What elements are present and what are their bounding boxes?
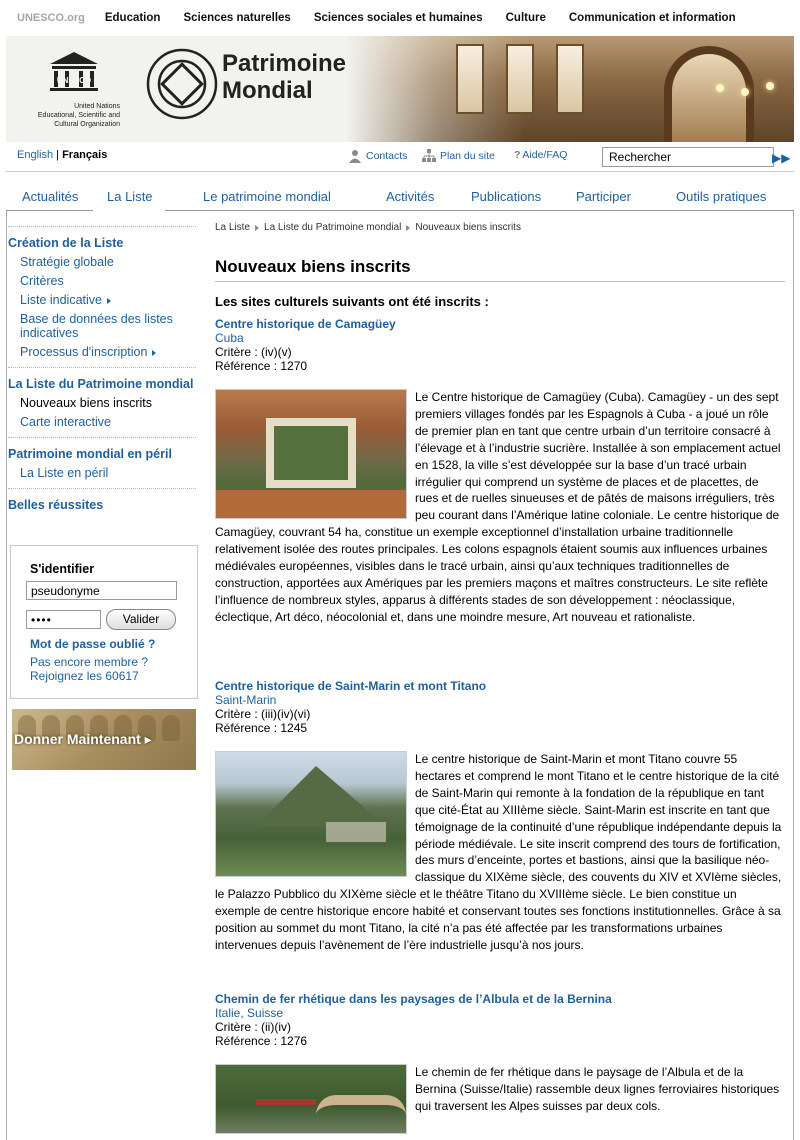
login-submit-button[interactable]: Valider [106, 609, 176, 630]
chemin-de-fer-photo [215, 1064, 407, 1134]
site-country-link[interactable]: Italie, Suisse [215, 1006, 284, 1020]
contacts-link[interactable]: Contacts [348, 149, 407, 163]
unesco-temple-icon [48, 50, 100, 94]
sidebar-item-strategie[interactable]: Stratégie globale [20, 255, 114, 269]
help-icon: ? [514, 149, 521, 161]
site-country-link[interactable]: Cuba [215, 331, 244, 345]
sidebar-heading-belles-reussites[interactable]: Belles réussites [8, 498, 104, 512]
lang-francais: Français [62, 149, 108, 161]
site-description: Le Centre historique de Camagüey (Cuba). Camagüey - un des sept premiers villages fondés par les Espagnols à Cuba - a joué un rôle de premier plan en tant que centre urbain d’un territoire consacré à l’élevage et à l’industrie sucrière. Installée à son emplacement actuel en 1528, la ville s’est développée sur la base d’un tracé urbain irrégulier qui comprend un système de places et de placettes, de rues et de ruelles sinueuses et de pâtés de maisons irréguliers, très peu courant dans l’Amérique latine coloniale. Le centre historique de Camagüey, couvrant 54 ha, constitue un exemple exceptionnel d’installation urbaine traditionnelle relativement isolée des routes principales. Les colons espagnols étaient soumis aux influences urbaines médiévales européennes, visibles dans le tracé urbain, ainsi qu’aux techniques traditionnelles de construction, apportées aux Amériques par les premiers maçons et maîtres constructeurs. Le site reflète l’influence de nombreux styles, apparus à différents stades de son développement : néoclassique, éclectique, Art déco, néocolonial et, dans une moindre mesure, Art nouveau et rationaliste. [215, 390, 781, 624]
join-link[interactable]: Pas encore membre ? Rejoignez les 60617 [30, 655, 149, 683]
tab-activites[interactable]: Activités [386, 189, 435, 204]
search-go-icon[interactable]: ▶▶ [772, 151, 791, 165]
site-entry-saint-marin [215, 679, 785, 954]
camaguey-photo [215, 389, 407, 519]
expand-arrow-icon [152, 350, 156, 356]
unesco-org-link[interactable]: UNESCO.org [17, 12, 85, 24]
site-reference: Référence : 1276 [215, 1034, 308, 1048]
banner-photo [346, 36, 794, 142]
main-content [215, 222, 785, 1113]
site-criteria: Critère : (iii)(iv)(vi) [215, 707, 311, 721]
topnav-item-sciences-naturelles[interactable]: Sciences naturelles [183, 12, 291, 24]
breadcrumb-la-liste[interactable]: La Liste [215, 222, 251, 233]
topnav-item-sciences-sociales[interactable]: Sciences sociales et humaines [313, 12, 483, 24]
donate-button[interactable] [12, 709, 196, 770]
sidebar [8, 226, 196, 512]
site-reference: Référence : 1245 [215, 721, 308, 735]
tab-outils-pratiques[interactable]: Outils pratiques [676, 189, 767, 204]
sidebar-heading-peril[interactable]: Patrimoine mondial en péril [8, 447, 172, 461]
breadcrumb-current: Nouveaux biens inscrits [415, 222, 521, 233]
site-description: Le centre historique de Saint-Marin et mont Titano couvre 55 hectares et comprend le mont Titano et le centre historique de la cité de Saint-Marin qui remonte à la fondation de la république en tant que cité-État au XIIIème siècle. Saint-Marin est inscrite en tant que témoignage de la continuité d’une république indépendante depuis la période médiévale. Le site inscrit comprend des tours de fortification, des murs d’enceinte, portes et bastions, ainsi que la basilique néo-classique du XIXème siècle, des couvents du XIV et XVIème siècles, le Palazzo Pubblico du XIXème siècle et le théâtre Titano du XVIIIème siècle. Le bien constitue un exemple de centre historique encore habité et conservant toutes ses fonctions institutionnelles. Grâce à sa position au sommet du mont Titano, la cité n’a pas été affectée par les transformations urbaines intervenues depuis l’avènement de l’ère industrielle jusqu’à nos jours. [215, 752, 782, 952]
top-navigation [0, 0, 800, 36]
sitemap-link[interactable]: Plan du site [422, 149, 495, 163]
topnav-item-education[interactable]: Education [104, 12, 161, 24]
sidebar-item-liste-peril[interactable]: La Liste en péril [20, 466, 109, 480]
site-criteria: Critère : (ii)(iv) [215, 1020, 291, 1034]
tab-publications[interactable]: Publications [471, 189, 542, 204]
page-title: Nouveaux biens inscrits [215, 257, 785, 282]
sidebar-item-criteres[interactable]: Critères [20, 274, 64, 288]
login-box [10, 545, 198, 699]
topnav-item-communication[interactable]: Communication et information [568, 12, 736, 24]
sitemap-icon [422, 149, 436, 163]
sidebar-item-liste-indicative[interactable]: Liste indicative [8, 293, 196, 307]
site-name-link[interactable]: Chemin de fer rhétique dans les paysages de l’Albula et de la Bernina [215, 992, 612, 1006]
site-entry-camaguey [215, 317, 785, 626]
utility-bar [6, 142, 794, 172]
tab-participer[interactable]: Participer [576, 189, 631, 204]
search-input[interactable]: Rechercher [602, 147, 774, 167]
language-switcher [17, 149, 107, 161]
tab-la-liste[interactable]: La Liste [107, 189, 153, 204]
unesco-logo[interactable] [6, 36, 126, 142]
world-heritage-emblem-icon[interactable] [146, 48, 218, 120]
site-entry-chemin-de-fer [215, 992, 785, 1138]
topnav-item-culture[interactable]: Culture [505, 12, 546, 24]
donate-label: Donner Maintenant ▸ [14, 731, 152, 747]
svg-text:UNESCO: UNESCO [56, 76, 92, 85]
sidebar-item-base-donnees[interactable]: Base de données des listes indicatives [20, 312, 173, 340]
sidebar-heading-creation[interactable]: Création de la Liste [8, 236, 124, 250]
unesco-org-name: United Nations Educational, Scientific and Cultural Organization [37, 103, 120, 128]
expand-arrow-icon [107, 298, 111, 304]
password-input[interactable]: •••• [26, 610, 101, 629]
site-reference: Référence : 1270 [215, 359, 308, 373]
sidebar-item-nouveaux-biens[interactable]: Nouveaux biens inscrits [20, 396, 153, 410]
breadcrumb [215, 222, 785, 233]
site-name-link[interactable]: Centre historique de Saint-Marin et mont Titano [215, 679, 487, 693]
breadcrumb-liste-patrimoine[interactable]: La Liste du Patrimoine mondial [264, 222, 402, 233]
main-tabs [6, 183, 794, 211]
help-faq-link[interactable]: ? Aide/FAQ [514, 149, 568, 161]
site-banner [6, 36, 794, 142]
sidebar-item-processus[interactable]: Processus d'inscription [8, 345, 196, 359]
breadcrumb-separator-icon [255, 225, 259, 231]
tab-patrimoine-mondial[interactable]: Le patrimoine mondial [203, 189, 331, 204]
site-title[interactable]: Patrimoine Mondial [222, 50, 347, 104]
site-description: Le chemin de fer rhétique dans le paysage de l’Albula et de la Bernina (Suisse/Italie) rassemble deux lignes ferroviaires historiques qui traversent les Alpes suisses par deux cols. [415, 1065, 780, 1113]
site-country-link[interactable]: Saint-Marin [215, 693, 277, 707]
sidebar-heading-liste-patrimoine[interactable]: La Liste du Patrimoine mondial [8, 377, 194, 391]
section-subheading: Les sites culturels suivants ont été inscrits : [215, 294, 489, 309]
tab-actualites[interactable]: Actualités [22, 189, 79, 204]
contacts-icon [348, 149, 362, 163]
site-criteria: Critère : (iv)(v) [215, 345, 292, 359]
saint-marin-photo [215, 751, 407, 877]
forgot-password-link[interactable]: Mot de passe oublié ? [30, 637, 156, 651]
lang-english-link[interactable]: English [17, 149, 54, 161]
login-title: S'identifier [30, 562, 95, 576]
sidebar-item-carte-interactive[interactable]: Carte interactive [20, 415, 112, 429]
lang-separator: | [56, 149, 59, 161]
username-input[interactable]: pseudonyme [26, 581, 177, 600]
site-name-link[interactable]: Centre historique de Camagüey [215, 317, 396, 331]
breadcrumb-separator-icon [406, 225, 410, 231]
